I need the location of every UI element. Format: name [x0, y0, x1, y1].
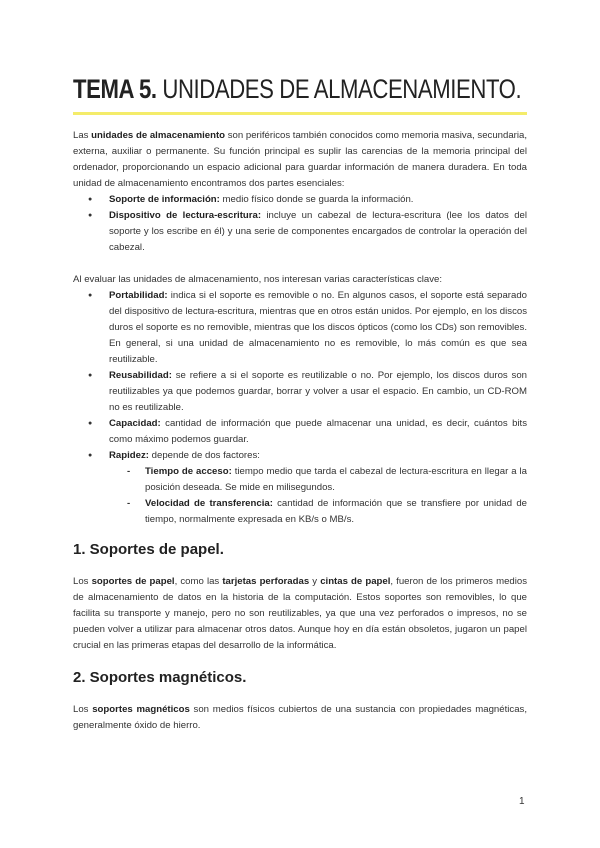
bold-text: tarjetas perforadas	[222, 576, 310, 587]
list-item	[73, 192, 527, 208]
list-item	[73, 208, 527, 256]
list-item	[73, 416, 527, 448]
sub-list-item	[73, 496, 527, 528]
term: Rapidez:	[109, 450, 149, 461]
text: , fueron de los primeros medios de almacenamiento de datos en la historia de la computación. Estos soportes son removibles, lo que facilita su transporte y manejo, pero no son reutilizables, ya que una vez perforados o impresos, no se pueden volver a utilizar para almacenar otros datos. Aunque hoy en día están obsoletos, jugaron un papel crucial en las primeras etapas del desarrollo de la informática.	[73, 576, 528, 651]
text: Las	[73, 130, 92, 141]
definition: tiempo medio que tarda el cabezal de lectura-escritura en llegar a la posición deseada. Se mide en milisegundos.	[145, 466, 527, 493]
section2-paragraph	[73, 702, 527, 734]
term: Portabilidad:	[109, 290, 168, 301]
definition: indica si el soporte es removible o no. En algunos casos, el soporte está separado del dispositivo de lectura-escritura, mientras que en otros están unidos. Por ejemplo, en los discos duros el soporte es no removible, mientras que los discos ópticos (como los CDs) son removibles. En general, si una unidad de almacenamiento no es removible, lo más común es que sea reutilizable.	[109, 290, 527, 365]
title-text: UNIDADES DE ALMACENAMIENTO.	[156, 74, 522, 104]
definition: incluye un cabezal de lectura-escritura (lee los datos del soporte y los escribe en él) y una serie de componentes encargados de controlar la operación del cabezal.	[109, 210, 527, 253]
list-item	[73, 288, 527, 368]
section-heading: 1. Soportes de papel.	[73, 541, 224, 558]
document-body	[73, 128, 527, 734]
list-item	[73, 448, 527, 528]
bold-text: soportes de papel	[91, 576, 175, 587]
bold-text: unidades de almacenamiento	[91, 130, 226, 141]
bold-text: cintas de papel	[320, 576, 391, 587]
definition: depende de dos factores:	[148, 450, 260, 461]
term: Soporte de información:	[109, 194, 220, 205]
term: Velocidad de transferencia:	[145, 498, 273, 509]
definition: cantidad de información que puede almacenar una unidad, es decir, cuántos bits como máximo podemos guardar.	[109, 418, 527, 445]
term: Tiempo de acceso:	[145, 466, 232, 477]
definition: se refiere a si el soporte es reutilizable o no. Por ejemplo, los discos duros son reutilizables ya que podemos guardar, borrar y volver a usar el espacio. En cambio, un CD-ROM no es reutilizable.	[109, 370, 527, 413]
text: y	[309, 576, 321, 587]
text: , como las	[174, 576, 223, 587]
list-item	[73, 368, 527, 416]
text: Los	[73, 704, 93, 715]
intro-list	[73, 192, 527, 256]
title-underline	[73, 112, 527, 115]
text: Los	[73, 576, 92, 587]
definition: cantidad de información que se transfiere por unidad de tiempo, normalmente expresada en KB/s o MB/s.	[145, 498, 528, 525]
page-number: 1	[519, 796, 525, 807]
bold-text: soportes magnéticos	[92, 704, 190, 715]
definition: medio físico donde se guarda la información.	[219, 194, 414, 205]
page-title	[73, 74, 521, 105]
text: son medios físicos cubiertos de una sustancia con propiedades magnéticas, generalmente óxido de hierro.	[73, 704, 527, 731]
term: Reusabilidad:	[109, 370, 172, 381]
term: Dispositivo de lectura-escritura:	[109, 210, 262, 221]
features-list	[73, 288, 527, 528]
text: son periféricos también conocidos como memoria masiva, secundaria, externa, auxiliar o permanente. Su función principal es suplir las carencias de la memoria principal del ordenador, proporcionando un espacio adicional para guardar información de manera duradera. En toda unidad de almacenamiento encontramos dos partes esenciales:	[73, 130, 527, 189]
features-lead: Al evaluar las unidades de almacenamiento, nos interesan varias características clave:	[73, 274, 443, 285]
section-heading: 2. Soportes magnéticos.	[73, 669, 247, 686]
intro-paragraph	[73, 128, 527, 192]
term: Capacidad:	[109, 418, 161, 429]
title-number: TEMA 5.	[73, 74, 157, 104]
sub-list	[109, 464, 527, 528]
section1-paragraph	[73, 574, 527, 654]
sub-list-item	[73, 464, 527, 496]
